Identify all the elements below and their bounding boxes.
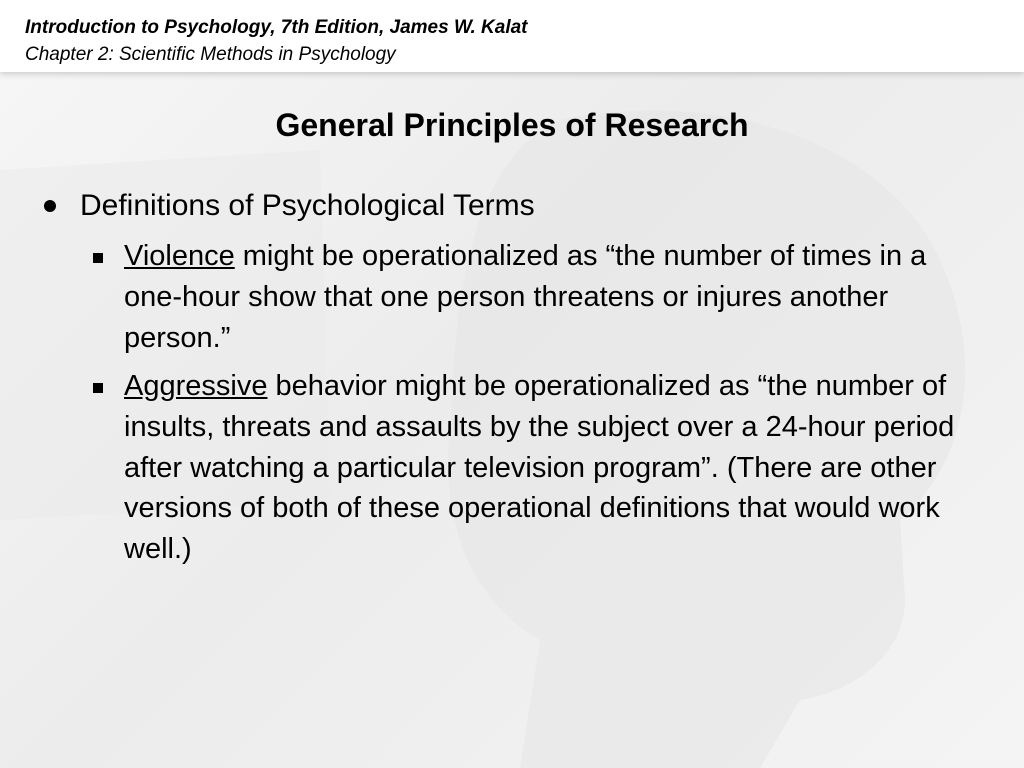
square-bullet-icon (93, 383, 103, 393)
chapter-title: Chapter 2: Scientific Methods in Psychology (25, 44, 396, 65)
slide-title: General Principles of Research (275, 107, 749, 143)
subpoint-violence (124, 236, 984, 358)
term-violence: Violence (124, 240, 235, 272)
book-title: Introduction to Psychology, 7th Edition, James W. Kalat (25, 17, 528, 38)
subpoint-aggressive (124, 366, 984, 570)
term-aggressive: Aggressive (124, 370, 268, 402)
bullet-text: Definitions of Psychological Terms (80, 189, 535, 222)
square-bullet-icon (93, 253, 103, 263)
round-bullet-icon (44, 200, 56, 212)
subpoint-violence-text: might be operationalized as “the number of times in a one-hour show that one person threatens or injures another person.” (124, 240, 927, 354)
subpoint-aggressive-text: behavior might be operationalized as “the number of insults, threats and assaults by the subject over a 24-hour period after watching a particular television program”. (There are other versions of both of these operational definitions that would work well.) (124, 370, 955, 566)
